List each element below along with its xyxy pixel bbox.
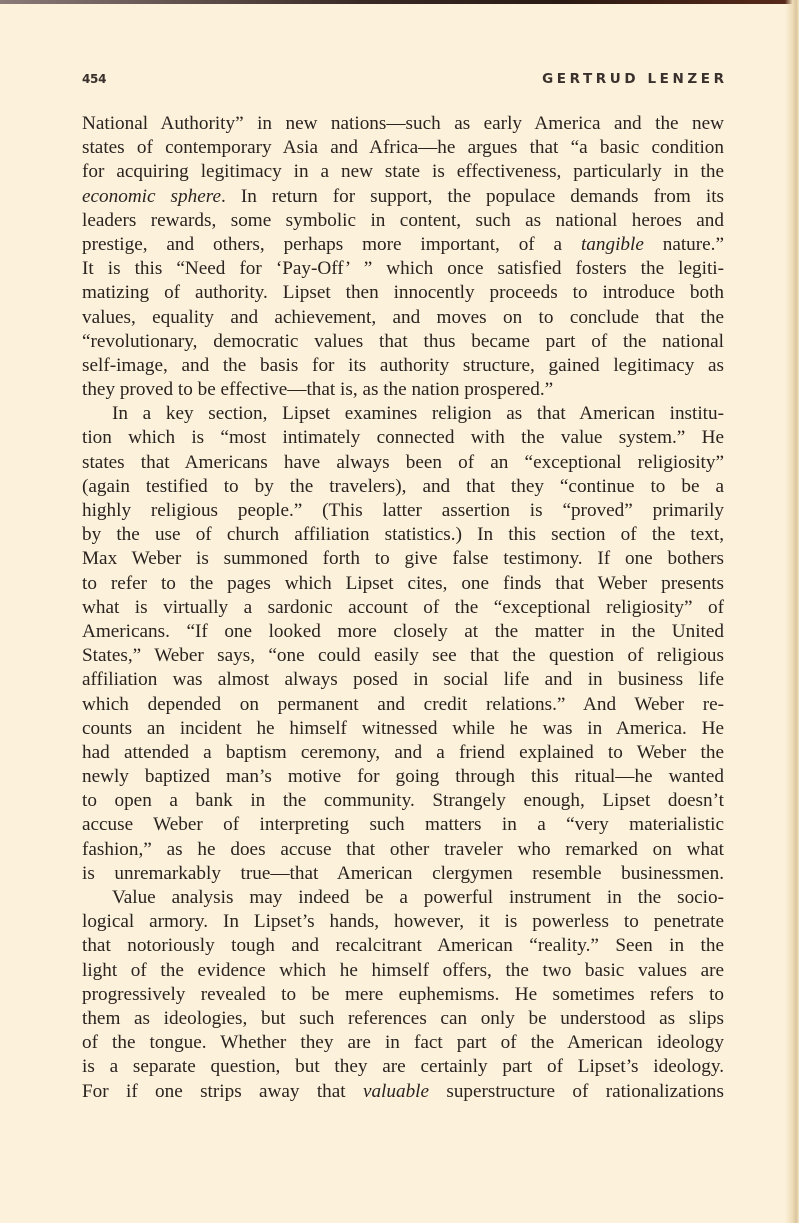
text-line: what is virtually a sardonic account of the “exceptional religiosity” of — [82, 596, 724, 618]
italic-phrase: tangible — [580, 233, 644, 255]
text-line: It is this “Need for ‘Pay-Off’ ” which once satisfied fosters the legiti- — [82, 258, 724, 280]
text-line: States,” Weber says, “one could easily see that the question of religious — [82, 645, 724, 667]
text-line: self-image, and the basis for its authority structure, gained legitimacy as — [82, 354, 724, 376]
text-line: to refer to the pages which Lipset cites, one finds that Weber presents — [82, 572, 724, 594]
scan-right-edge — [785, 0, 799, 1223]
text-line: values, equality and achievement, and moves on to conclude that the — [82, 306, 724, 328]
text-line: Value analysis may indeed be a powerful instrument in the socio- — [112, 887, 724, 908]
text-line: tion which is “most intimately connected with the value system.” He — [82, 427, 724, 449]
text-line: by the use of church affiliation statistics.) In this section of the text, — [82, 524, 724, 546]
text-line: is unremarkably true—that American clergymen resemble businessmen. — [82, 862, 724, 884]
text-line: “revolutionary, democratic values that thus became part of the national — [82, 330, 724, 352]
text-line: they proved to be effective—that is, as the nation prospered.” — [82, 379, 554, 401]
text-line: For if one strips away that valuable superstructure of rationalizations — [82, 1080, 724, 1102]
text-line: logical armory. In Lipset’s hands, however, it is powerless to penetrate — [82, 911, 724, 933]
text-line: (again testified to by the travelers), and that they “continue to be a — [82, 475, 724, 497]
text-line: to open a bank in the community. Strangely enough, Lipset doesn’t — [82, 790, 724, 812]
text-line: prestige, and others, perhaps more important, of a tangible nature.” — [82, 233, 724, 255]
text-line: light of the evidence which he himself offers, the two basic values are — [82, 959, 724, 981]
text-line: had attended a baptism ceremony, and a friend explained to Weber the — [82, 741, 724, 763]
text-line: accuse Weber of interpreting such matters in a “very materialistic — [82, 814, 724, 836]
text-line: that notoriously tough and recalcitrant American “reality.” Seen in the — [82, 935, 724, 957]
text-line: Americans. “If one looked more closely at the matter in the United — [82, 620, 724, 642]
running-head-author: GERTRUD LENZER — [542, 71, 728, 87]
text-line: In a key section, Lipset examines religion as that American institu- — [112, 403, 724, 425]
text-line: states of contemporary Asia and Africa—he argues that “a basic condition — [82, 137, 724, 159]
text-line: states that Americans have always been of an “exceptional religiosity” — [82, 451, 724, 473]
text-line: leaders rewards, some symbolic in content, such as national heroes and — [82, 209, 724, 231]
text-line: fashion,” as he does accuse that other traveler who remarked on what — [82, 838, 724, 860]
text-line: them as ideologies, but such references can only be understood as slips — [82, 1007, 724, 1029]
text-line: economic sphere. In return for support, the populace demands from its — [82, 185, 724, 207]
text-line: National Authority” in new nations—such as early America and the new — [82, 113, 724, 134]
text-line: affiliation was almost always posed in social life and in business life — [82, 669, 724, 691]
text-line: for acquiring legitimacy in a new state is effectiveness, particularly in the — [82, 161, 724, 183]
running-head — [82, 68, 728, 90]
text-line: of the tongue. Whether they are in fact part of the American ideology — [82, 1032, 724, 1054]
text-line: which depended on permanent and credit relations.” And Weber re- — [82, 693, 724, 715]
text-line: newly baptized man’s motive for going through this ritual—he wanted — [82, 766, 724, 788]
body-text — [82, 112, 724, 1104]
text-line: matizing of authority. Lipset then innocently proceeds to introduce both — [82, 282, 724, 304]
text-line: is a separate question, but they are certainly part of Lipset’s ideology. — [82, 1056, 724, 1078]
text-line: progressively revealed to be mere euphemisms. He sometimes refers to — [82, 983, 724, 1005]
text-line: counts an incident he himself witnessed while he was in America. He — [82, 717, 724, 739]
text-line: Max Weber is summoned forth to give false testimony. If one bothers — [82, 548, 724, 570]
italic-phrase: valuable — [362, 1080, 430, 1102]
page-number: 454 — [82, 72, 107, 86]
italic-phrase: economic sphere — [82, 185, 221, 207]
text-line: highly religious people.” (This latter assertion is “proved” primarily — [82, 500, 724, 521]
